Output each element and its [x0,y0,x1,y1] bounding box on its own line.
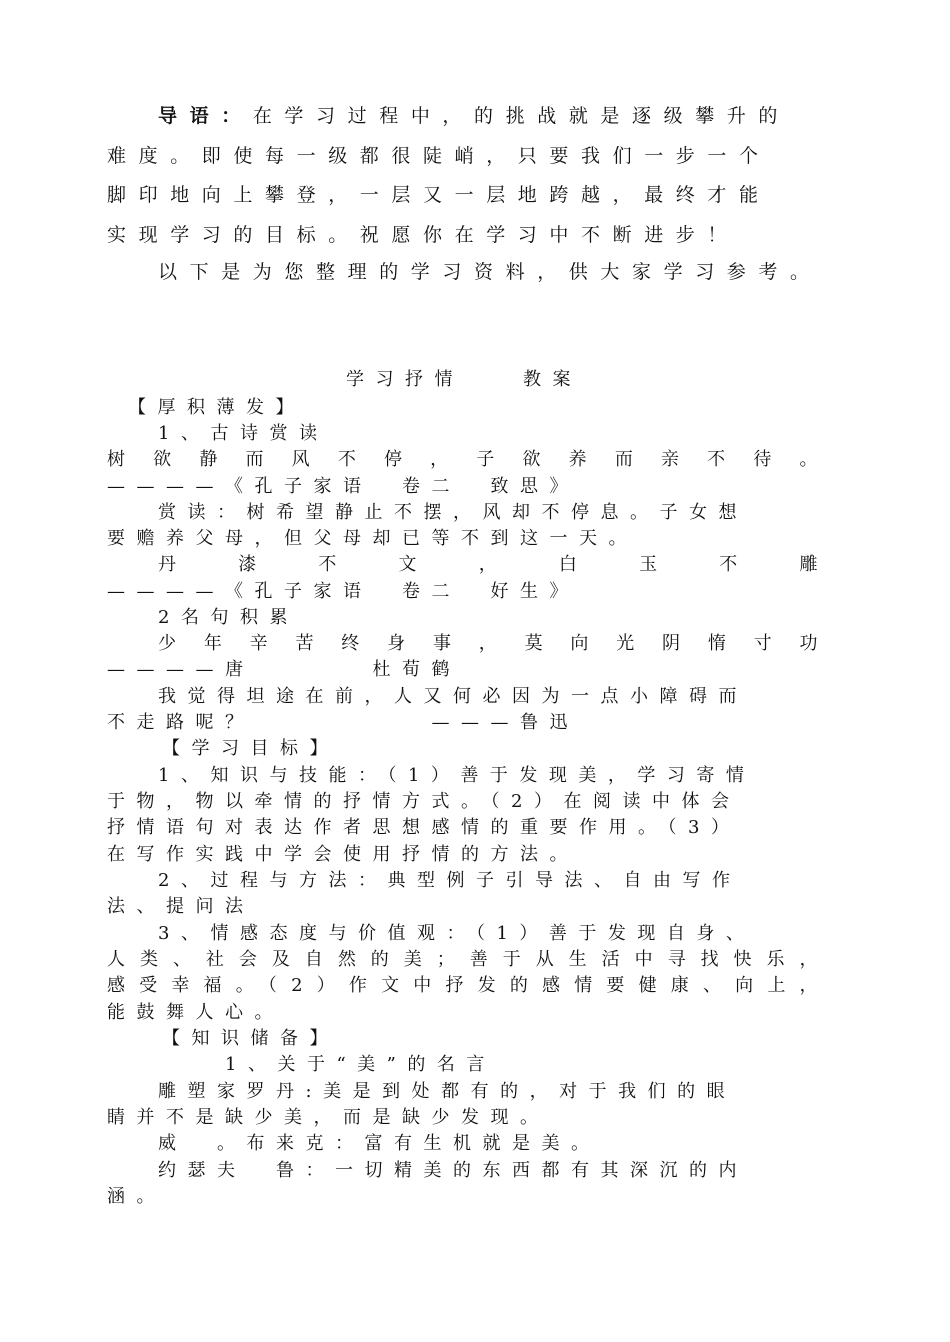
goal-3-line-4: 能鼓舞人心。 [107,1002,284,1023]
page-title: 学习抒情 教案 [346,369,582,390]
poem-source-2: ————《孔子家语 卷二 好生》 [107,581,579,602]
goal-1-line-2: 于物，物以牵情的抒情方式。（2）在阅读中体会 [107,791,741,812]
beauty-quote-1-line-2: 睛并不是缺少美，而是缺少发现。 [107,1107,550,1128]
goal-3-line-1: 3、情感态度与价值观：（1）善于发现自身、 [158,923,756,944]
section-heading-knowledge: 【知识储备】 [162,1028,339,1049]
subheading-poem-reading: 1、古诗赏读 [158,423,329,444]
goal-1-line-1: 1、知识与技能：（1）善于发现美，学习寄情 [158,765,756,786]
intro-line-1-text: 在学习过程中，的挑战就是逐级攀升的 [252,105,791,127]
reading-note-line-2: 要赡养父母，但父母却已等不到这一天。 [107,528,638,549]
poem-source-3: ————唐 杜荀鹤 [107,659,461,680]
quote-line-1: 我觉得坦途在前，人又何必因为一点小障碍而 [158,686,748,707]
reading-note-line-1: 赏读：树希望静止不摆，风却不停息。子女想 [158,502,748,523]
intro-line-5: 以下是为您整理的学习资料，供大家学习参考。 [158,261,822,283]
intro-line-3: 脚印地向上攀登，一层又一层地跨越，最终才能 [107,184,771,206]
poem-line-3: 少年辛苦终身事，莫向光阴惰寸功 [158,633,829,654]
goal-1-line-4: 在写作实践中学会使用抒情的方法。 [107,844,579,865]
beauty-quote-3-line-1: 约瑟夫 鲁：一切精美的东西都有其深沉的内 [158,1160,748,1181]
poem-line-1: 树欲静而风不停，子欲养而亲不待。 [107,449,829,470]
goal-3-line-3: 感受幸福。（2）作文中抒发的感情要健康、向上， [107,975,829,996]
subheading-beauty-quotes: 1、关于“美”的名言 [225,1054,496,1075]
goal-2-line-1: 2、过程与方法：典型例子引导法、自由写作 [158,870,742,891]
section-heading-houji: 【厚积薄发】 [128,397,305,418]
intro-label: 导语： [158,105,253,127]
goal-1-line-3: 抒情语句对表达作者思想感情的重要作用。（3） [107,817,741,838]
intro-line-1 [158,106,790,126]
intro-line-4: 实现学习的目标。祝愿你在学习中不断进步！ [107,224,740,246]
beauty-quote-1-line-1: 雕塑家罗丹:美是到处都有的，对于我们的眼 [158,1081,737,1102]
poem-source-1: ————《孔子家语 卷二 致思》 [107,476,579,497]
beauty-quote-2: 威 。布来克：富有生机就是美。 [158,1133,601,1154]
beauty-quote-3-line-2: 涵。 [107,1186,166,1207]
poem-line-2: 丹漆不文，白玉不雕 [158,554,829,575]
goal-3-line-2: 人类、社会及自然的美；善于从生活中寻找快乐， [107,949,829,970]
section-heading-goals: 【学习目标】 [162,738,339,759]
goal-2-line-2: 法、提问法 [107,896,255,917]
intro-line-2: 难度。即使每一级都很陡峭，只要我们一步一个 [107,145,771,167]
quote-line-2: 不走路呢？ ———鲁迅 [107,712,579,733]
subheading-famous-quotes: 2名句积累 [158,607,299,628]
